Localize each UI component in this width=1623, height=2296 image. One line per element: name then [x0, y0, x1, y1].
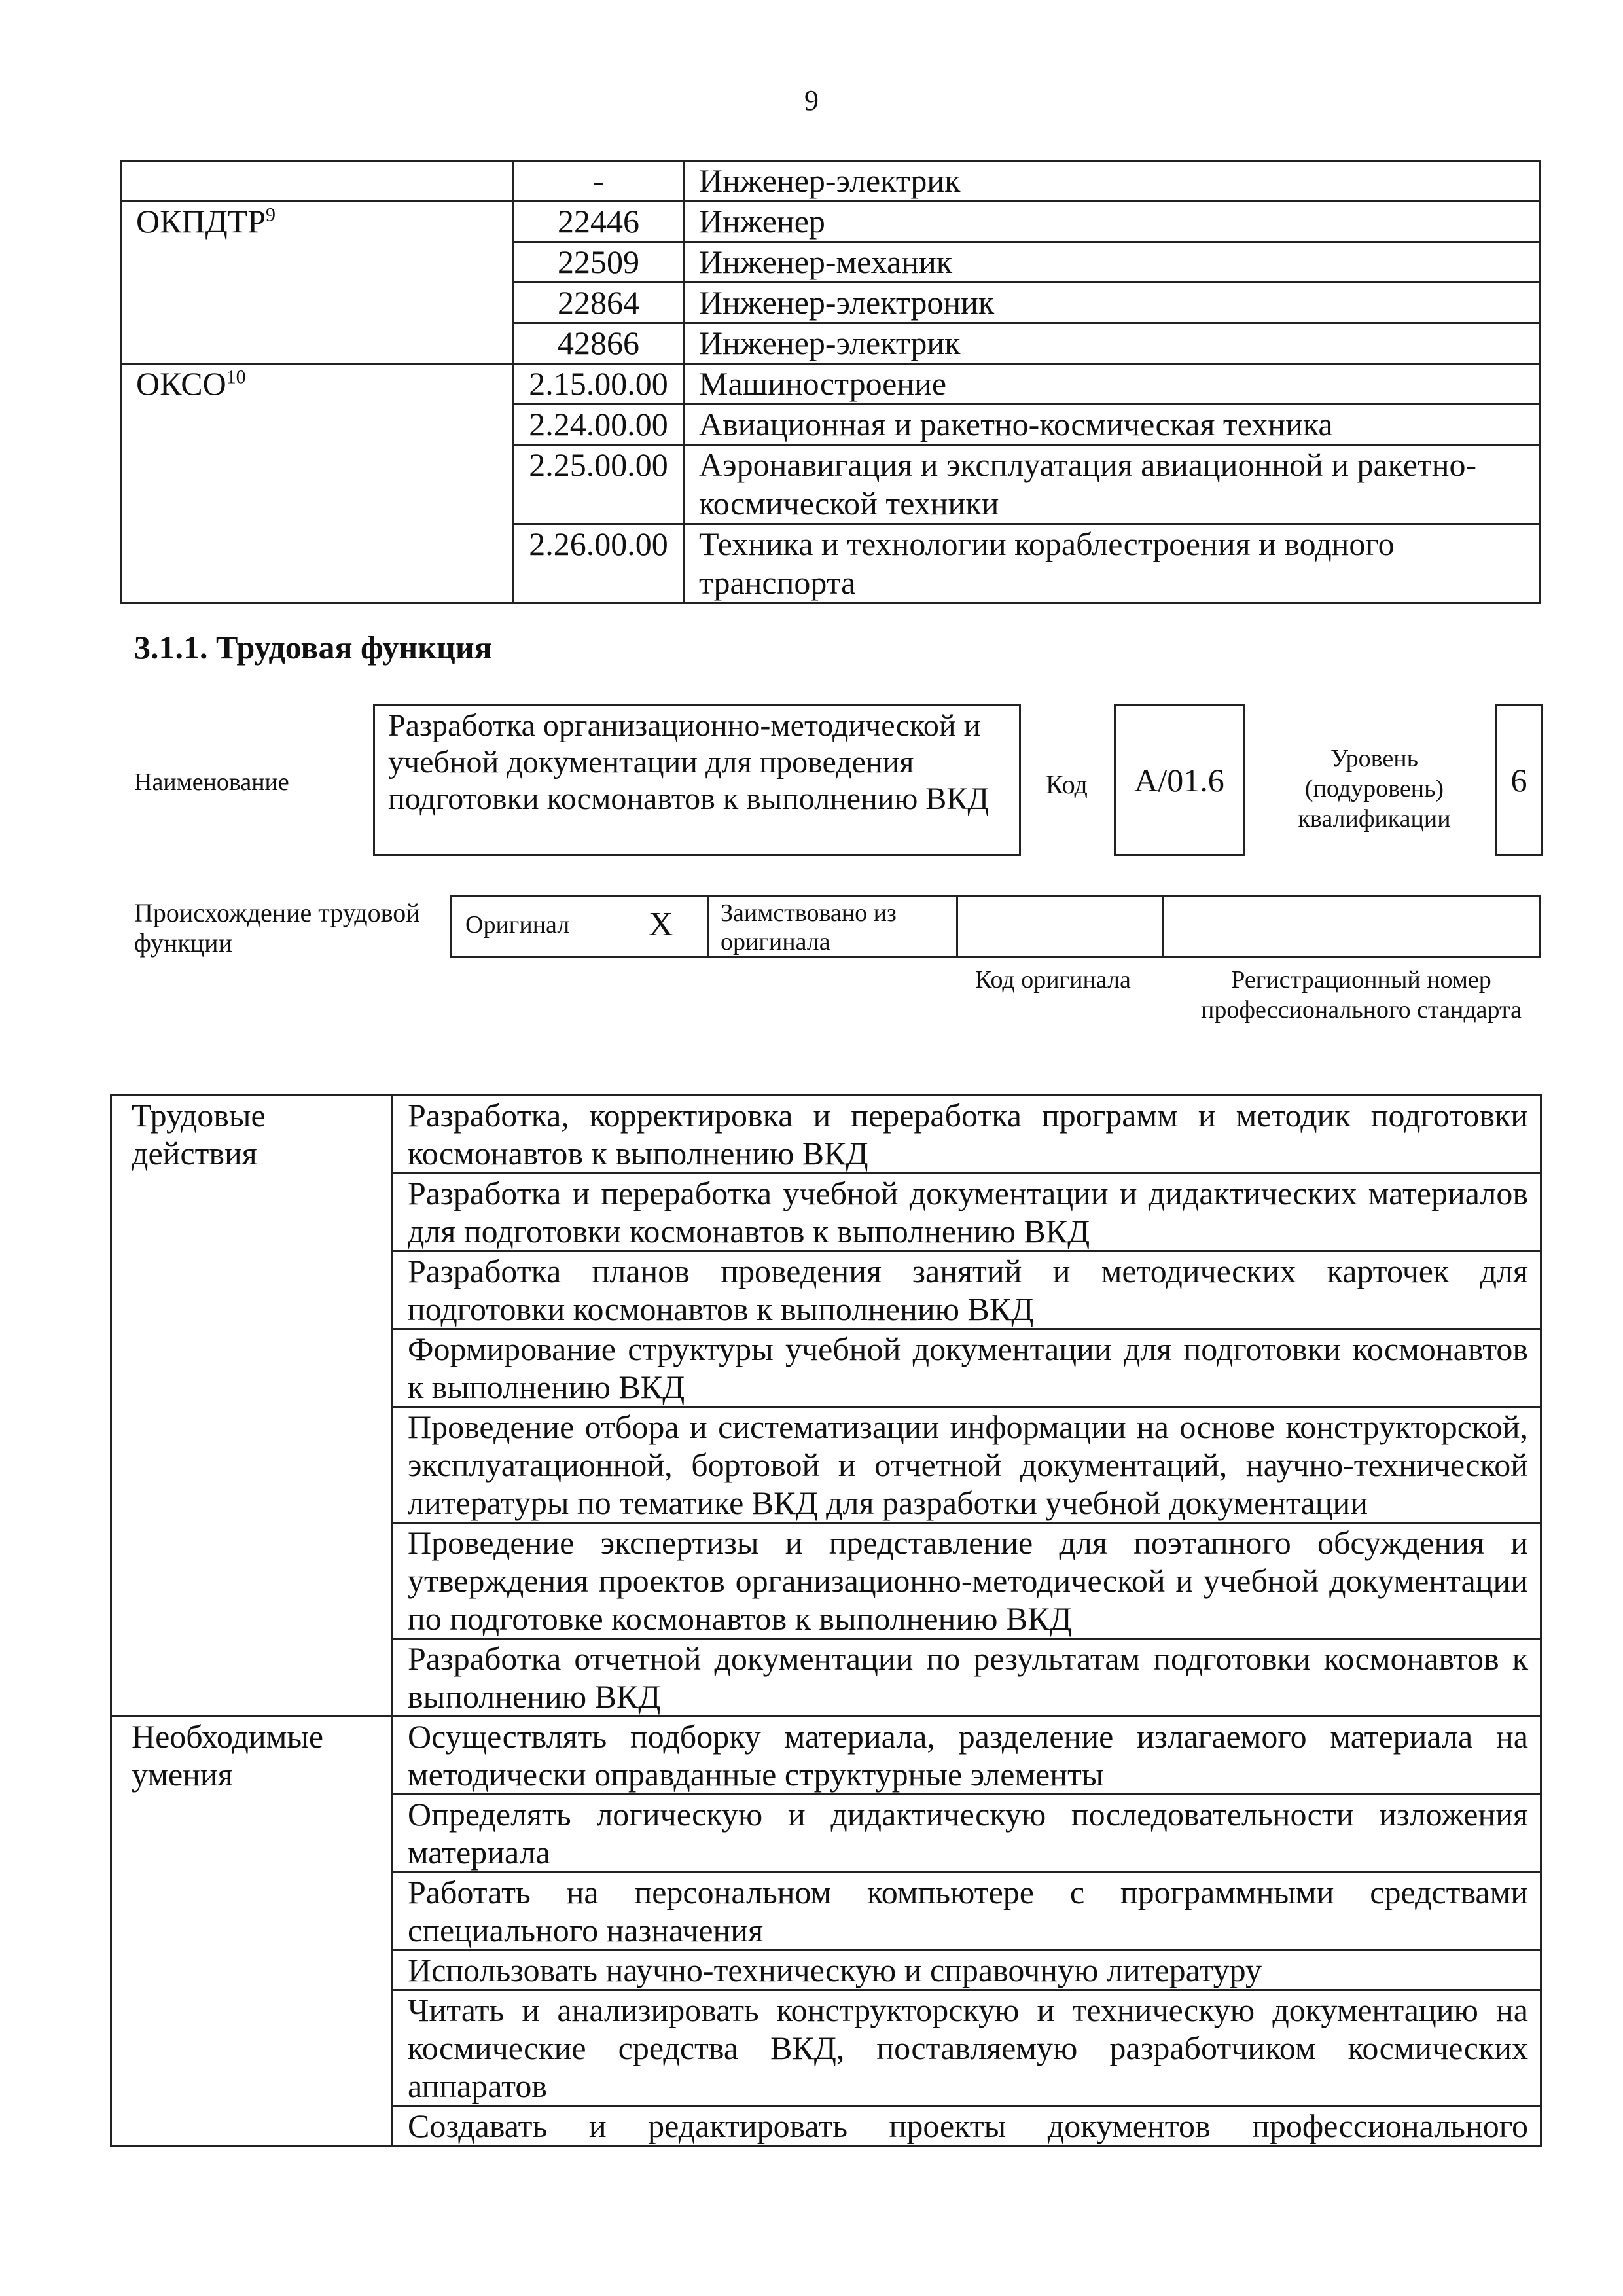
- table-row: [111, 2106, 1541, 2146]
- labor-action: Проведение экспертизы и представление для поэтапного обсуждения и утверждения проектов организационно-методической и учебной документации по подготовке космонавтов к выполнению ВКД: [393, 1523, 1541, 1639]
- header-spacer: [111, 1523, 393, 1639]
- table-row: [111, 1251, 1541, 1329]
- header-spacer: [111, 1990, 393, 2106]
- table-row: [121, 242, 1541, 283]
- classifier-code: 42866: [514, 323, 684, 364]
- classifier-code: -: [514, 161, 684, 202]
- header-spacer: [111, 1329, 393, 1407]
- borrowed-label: Заимствовано из оригинала: [721, 899, 897, 956]
- skill: Осуществлять подборку материала, разделение излагаемого материала на методически оправданные структурные элементы: [393, 1717, 1541, 1795]
- code-label: Код: [1046, 770, 1088, 799]
- classifier-code: 22864: [514, 283, 684, 323]
- classifier-group: [121, 161, 514, 202]
- labor-action: Разработка планов проведения занятий и методических карточек для подготовки космонавтов к выполнению ВКД: [393, 1251, 1541, 1329]
- table-row: [121, 524, 1541, 603]
- classifier-group: [121, 323, 514, 364]
- classifier-group: [121, 283, 514, 323]
- classifier-group: ОКПДТР$^9$: [121, 202, 514, 242]
- classifier-code: 2.25.00.00: [514, 445, 684, 524]
- level-label: Уровень (подуровень) квалификации: [1298, 745, 1451, 833]
- function-level: 6: [1495, 704, 1543, 856]
- classifier-group: [121, 404, 514, 445]
- classifier-title: Машиностроение: [684, 364, 1541, 404]
- classifier-title: Аэронавигация и эксплуатация авиационной и ракетно-космической техники: [684, 445, 1541, 524]
- header-spacer: [111, 1407, 393, 1523]
- labor-action: Проведение отбора и систематизации информации на основе конструкторской, эксплуатационной, бортовой и отчетной документаций, научно-технической литературы по тематике ВКД для разработки учебной документации: [393, 1407, 1541, 1523]
- header-spacer: [111, 1795, 393, 1873]
- header-spacer: [111, 2106, 393, 2146]
- classifier-code: 22446: [514, 202, 684, 242]
- skill: Определять логическую и дидактическую последовательности изложения материала: [393, 1795, 1541, 1873]
- table-row: [121, 323, 1541, 364]
- table-row: [111, 1407, 1541, 1523]
- original-code-caption: Код оригинала: [975, 966, 1131, 994]
- skill: Работать на персональном компьютере с программными средствами специального назначения: [393, 1873, 1541, 1950]
- classifier-code: 2.26.00.00: [514, 524, 684, 603]
- header-spacer: [111, 1251, 393, 1329]
- header-spacer: [111, 1950, 393, 1990]
- table-row: [111, 1950, 1541, 1990]
- table-row: [121, 404, 1541, 445]
- table-row: [121, 445, 1541, 524]
- table-row: [111, 1096, 1541, 1174]
- classifier-title: Техника и технологии кораблестроения и водного транспорта: [684, 524, 1541, 603]
- table-row: [111, 1717, 1541, 1795]
- classifier-code: 2.24.00.00: [514, 404, 684, 445]
- classifier-group: [121, 524, 514, 603]
- classifier-title: Инженер-электрик: [684, 323, 1541, 364]
- classifier-code: 2.15.00.00: [514, 364, 684, 404]
- skill: Создавать и редактировать проекты документов профессионального: [393, 2106, 1541, 2146]
- table-row: [121, 161, 1541, 202]
- origin-box: [450, 895, 1541, 958]
- table-row: [111, 1990, 1541, 2106]
- table-row: [111, 1329, 1541, 1407]
- classifier-group: [121, 445, 514, 524]
- classifier-title: Инженер-механик: [684, 242, 1541, 283]
- function-name: Разработка организационно-методической и учебной документации для проведения подготовки космонавтов к выполнению ВКД: [373, 704, 1021, 856]
- table-row: [111, 1795, 1541, 1873]
- classifier-table: [120, 160, 1541, 604]
- classifier-group: [121, 242, 514, 283]
- table-row: [111, 1174, 1541, 1251]
- origin-label: Происхождение трудовой функции: [134, 898, 420, 958]
- classifier-title: Авиационная и ракетно-космическая техника: [684, 404, 1541, 445]
- classifier-title: Инженер-электроник: [684, 283, 1541, 323]
- table-row: [111, 1523, 1541, 1639]
- classifier-group: ОКСО$^{10}$: [121, 364, 514, 404]
- header-spacer: [111, 1174, 393, 1251]
- skills-header: Необходимые умения: [111, 1717, 393, 1795]
- reg-number-caption: Регистрационный номер профессионального стандарта: [1201, 966, 1522, 1024]
- original-mark: X: [649, 906, 673, 943]
- table-row: [121, 364, 1541, 404]
- skill: Читать и анализировать конструкторскую и техническую документацию на космические средства ВКД, поставляемую разработчиком космических аппаратов: [393, 1990, 1541, 2106]
- origin-divider: [956, 897, 958, 956]
- function-details-table: [110, 1094, 1542, 2147]
- function-code: A/01.6: [1114, 704, 1245, 856]
- header-spacer: [111, 1639, 393, 1717]
- original-label: Оригинал: [465, 911, 570, 939]
- section-title: 3.1.1. Трудовая функция: [134, 629, 492, 666]
- labor-actions-header: Трудовые действия: [111, 1096, 393, 1174]
- name-label: Наименование: [134, 768, 289, 796]
- labor-action: Разработка и переработка учебной документации и дидактических материалов для подготовки космонавтов к выполнению ВКД: [393, 1174, 1541, 1251]
- table-row: [121, 283, 1541, 323]
- labor-action: Формирование структуры учебной документации для подготовки космонавтов к выполнению ВКД: [393, 1329, 1541, 1407]
- labor-action: Разработка отчетной документации по результатам подготовки космонавтов к выполнению ВКД: [393, 1639, 1541, 1717]
- classifier-code: 22509: [514, 242, 684, 283]
- labor-action: Разработка, корректировка и переработка программ и методик подготовки космонавтов к выполнению ВКД: [393, 1096, 1541, 1174]
- page-number: 9: [804, 84, 819, 117]
- classifier-title: Инженер-электрик: [684, 161, 1541, 202]
- table-row: [111, 1873, 1541, 1950]
- table-row: [121, 202, 1541, 242]
- skill: Использовать научно-техническую и справочную литературу: [393, 1950, 1541, 1990]
- origin-divider: [1162, 897, 1164, 956]
- table-row: [111, 1639, 1541, 1717]
- classifier-title: Инженер: [684, 202, 1541, 242]
- origin-divider: [707, 897, 709, 956]
- header-spacer: [111, 1873, 393, 1950]
